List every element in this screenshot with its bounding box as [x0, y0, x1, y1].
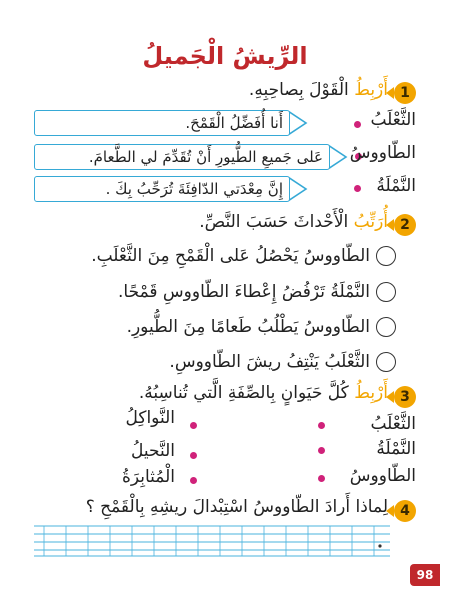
- trait-label: النَّحيلُ: [130, 441, 175, 461]
- speech-text: عَلى جَميعِ الطُّيورِ أَنْ تُقَدِّمَ لي الطَّعامَ.: [34, 144, 330, 170]
- instruction-text: كُلَّ حَيَوانٍ بِالصِّفَةِ الَّتي تُناسِبُهُ.: [138, 383, 355, 403]
- instruction-text: الْأَحْداثَ حَسَبَ النَّصِّ.: [199, 212, 354, 232]
- animal-label: الثَّعْلَبُ: [370, 110, 416, 130]
- speech-bubble: [34, 176, 314, 202]
- speech-text: أَنا أُفَضِّلُ الْقَمْحَ.: [34, 110, 290, 136]
- instruction-text: الْقَوْلَ بِصاحِبِهِ.: [248, 80, 355, 100]
- order-answer-circle[interactable]: [376, 352, 396, 372]
- match-dot[interactable]: [318, 475, 325, 482]
- animal-label: الثَّعْلَبُ: [370, 414, 416, 434]
- match-dot[interactable]: [190, 477, 197, 484]
- match-dot[interactable]: [318, 447, 325, 454]
- trait-label: الْمُثابِرَةُ: [121, 467, 175, 487]
- animal-label: النَّمْلَةُ: [376, 439, 416, 459]
- animal-label: الطّاووسُ: [349, 466, 416, 486]
- order-answer-circle[interactable]: [376, 282, 396, 302]
- page-number: 98: [410, 564, 440, 586]
- instruction-keyword: أَرْبِطُ: [354, 383, 388, 403]
- writing-grid: [34, 524, 390, 558]
- speech-bubble: [34, 110, 314, 136]
- page-title: الرِّيشُ الْجَميلُ: [142, 42, 308, 70]
- match-dot[interactable]: [190, 422, 197, 429]
- event-text: الثَّعْلَبُ يَنْتِفُ ريشَ الطّاووسِ.: [169, 352, 370, 372]
- speech-bubble: [34, 144, 354, 170]
- exercise-number-badge: 1: [394, 82, 416, 104]
- match-dot[interactable]: [354, 185, 361, 192]
- event-text: الطّاووسُ يَحْصُلُ عَلى الْقَمْحِ مِنَ الثَّعْلَبِ.: [91, 246, 370, 266]
- event-text: النَّمْلَةُ تَرْفُضُ إِعْطاءَ الطّاووسِ قَمْحًا.: [118, 282, 370, 302]
- answer-writing-lines[interactable]: [34, 524, 390, 558]
- instruction-keyword: أَرْبِطُ: [354, 80, 388, 100]
- speech-text: إِنَّ مِعْدَتي الدّافِئَةَ تُرَحِّبُ بِكَ .: [34, 176, 290, 202]
- exercise-instruction: [249, 80, 388, 100]
- match-dot[interactable]: [354, 121, 361, 128]
- animal-label: النَّمْلَةُ: [376, 176, 416, 196]
- match-dot[interactable]: [318, 422, 325, 429]
- order-answer-circle[interactable]: [376, 246, 396, 266]
- exercise-question: لِماذا أَرادَ الطّاووسُ اسْتِبْدالَ ريشِهِ بِالْقَمْحِ ؟: [85, 497, 388, 517]
- event-text: الطّاووسُ يَطْلُبُ طَعامًا مِنَ الطُّيورِ.: [126, 317, 370, 337]
- trait-label: النَّواكِلُ: [125, 408, 175, 428]
- exercise-instruction: [199, 212, 388, 232]
- exercise-number-badge: 3: [394, 386, 416, 408]
- exercise-number-badge: 4: [394, 500, 416, 522]
- exercise-instruction: [139, 383, 388, 403]
- order-answer-circle[interactable]: [376, 317, 396, 337]
- match-dot[interactable]: [190, 452, 197, 459]
- exercise-number-badge: 2: [394, 214, 416, 236]
- animal-label: الطّاووسُ: [349, 143, 416, 163]
- instruction-keyword: أُرَتِّبُ: [353, 212, 388, 232]
